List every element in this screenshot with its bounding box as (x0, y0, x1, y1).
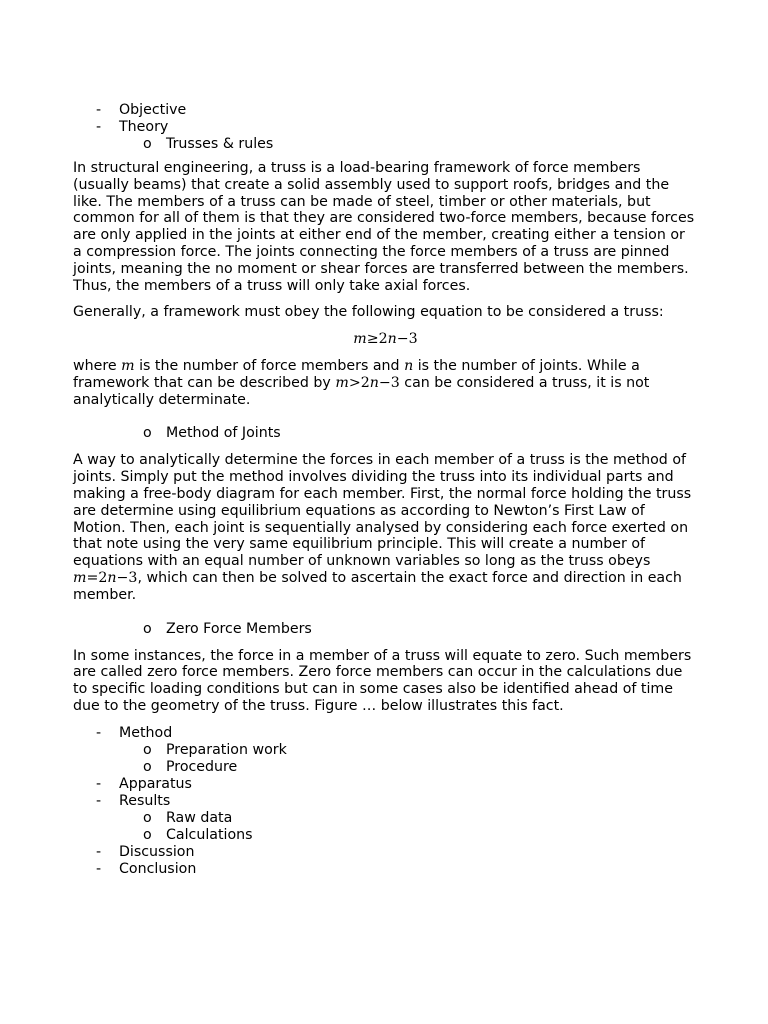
outline-label: Raw data (166, 809, 233, 826)
outline-subitem-trusses (73, 136, 698, 153)
bullet-circle: o (143, 826, 152, 843)
bullet-dash: - (96, 792, 102, 809)
outline-label: Calculations (166, 826, 253, 843)
inline-eq-relation: >2 (348, 374, 370, 391)
inline-eq-n: n (107, 569, 117, 586)
outline-label: Discussion (119, 843, 195, 860)
bullet-circle: o (143, 741, 152, 758)
inline-eq-m: m (335, 374, 349, 391)
outline-label: Objective (119, 102, 187, 118)
outline-subitem-calculations (73, 827, 698, 844)
outline-label: Procedure (166, 758, 238, 775)
paragraph-zero-force-members: In some instances, the force in a member of a truss will equate to zero. Such members are called zero force members. Zero force members can occur in the calculations due to specific loading conditions but can in some cases also be identified ahead of time due to the geometry of the truss. Figure … below illustrates this fact. (73, 647, 692, 714)
inline-eq-tail: −3 (378, 374, 400, 391)
outline-label: Trusses & rules (166, 136, 274, 152)
outline-label: Conclusion (119, 860, 197, 877)
heading-zero-force-members (73, 621, 698, 638)
text-run: is the number of joints. While a framework that can be described by (73, 357, 640, 391)
outline-label: Theory (119, 119, 169, 135)
text-run: is the number of force members and (134, 357, 405, 374)
outline-item-conclusion (73, 861, 698, 878)
heading-label: Zero Force Members (166, 620, 312, 637)
inline-eq-m: m (73, 569, 87, 586)
bullet-dash: - (96, 860, 102, 877)
equation-var-m: m (353, 331, 367, 348)
bullet-dash: - (96, 775, 102, 792)
inline-eq-n: n (369, 374, 379, 391)
bullet-circle: o (143, 136, 152, 152)
outline-subitem-raw-data (73, 810, 698, 827)
bullet-circle: o (143, 758, 152, 775)
outline-label: Results (119, 792, 171, 809)
outline-item-objective (73, 102, 698, 119)
outline-item-results (73, 793, 698, 810)
paragraph-truss-definition: In structural engineering, a truss is a load-bearing framework of force members (usually beams) that create a solid assembly used to support roofs, bridges and the like. The members of a truss can be made of steel, timber or other materials, but common for all of them is that they are considered two-force members, because forces are only applied in the joints at either end of the member, creating either a tension or a compression force. The joints connecting the force members of a truss are pinned joints, meaning the no moment or shear forces are transferred between the members. Thus, the members of a truss will only take axial forces. (73, 160, 695, 294)
outline-item-discussion (73, 844, 698, 861)
bullet-dash: - (96, 843, 102, 860)
outline-label: Method (119, 724, 173, 741)
text-run: where (73, 357, 122, 374)
document-body (73, 102, 698, 878)
outline-subitem-preparation (73, 742, 698, 759)
bullet-dash: - (96, 724, 102, 741)
heading-method-of-joints (73, 425, 698, 442)
text-run: A way to analytically determine the forces in each member of a truss is the method of joints. Simply put the method involves dividing the truss into its individual parts and making a free-body diagram for each member. First, the normal force holding the truss are determine using equilibrium equations as according to Newton’s First Law of Motion. Then, each joint is sequentially analysed by considering each force exerted on that note using the very same equilibrium principle. This will create a number of equations with an equal number of unknown variables so long as the truss obeys (73, 452, 692, 570)
inline-eq-tail: −3 (116, 569, 138, 586)
paragraph-generally: Generally, a framework must obey the following equation to be considered a truss: (73, 304, 664, 321)
equation-tail: −3 (396, 331, 418, 348)
equation-truss-condition (73, 331, 698, 348)
text-run: , which can then be solved to ascertain the exact force and direction in each member. (73, 569, 682, 603)
bullet-dash: - (96, 119, 102, 135)
outline-item-theory (73, 119, 698, 136)
equation-relation: ≥2 (366, 331, 388, 348)
var-n: n (404, 357, 414, 374)
outline-label: Preparation work (166, 741, 287, 758)
bullet-circle: o (143, 620, 152, 637)
outline-label: Apparatus (119, 775, 192, 792)
var-m: m (121, 357, 135, 374)
outline-item-method (73, 725, 698, 742)
text-run: can be considered a truss, it is not analytically determinate. (73, 374, 650, 408)
outline-item-apparatus (73, 776, 698, 793)
bullet-dash: - (96, 102, 102, 118)
inline-eq-relation: =2 (86, 569, 108, 586)
outline-subitem-procedure (73, 759, 698, 776)
bullet-circle: o (143, 809, 152, 826)
bullet-circle: o (143, 425, 152, 442)
heading-label: Method of Joints (166, 425, 281, 442)
paragraph-where (73, 358, 698, 408)
equation-var-n: n (387, 331, 397, 348)
paragraph-method-of-joints (73, 452, 698, 603)
